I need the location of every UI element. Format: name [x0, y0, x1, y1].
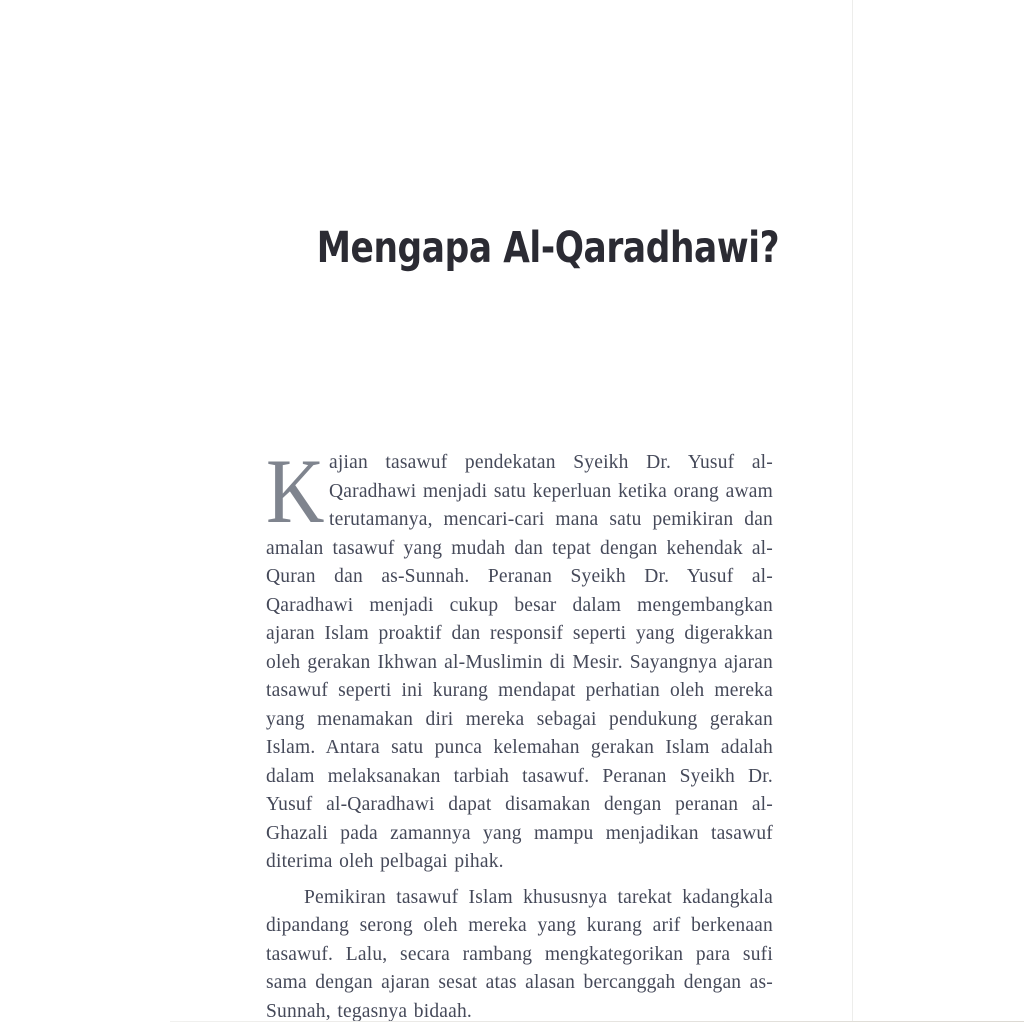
page-right-edge-line	[852, 0, 853, 1021]
drop-cap-letter: K	[266, 440, 325, 542]
paragraph-text: ajian tasawuf pendekatan Syeikh Dr. Yusuf al-Qaradhawi menjadi satu keperluan ketika orang awam terutamanya, mencari-cari mana satu pemikiran dan amalan tasawuf yang mudah dan tepat dengan kehendak al-Quran dan as-Sunnah. Peranan Syeikh Dr. Yusuf al-Qaradhawi menjadi cukup besar dalam mengembangkan ajaran Islam proaktif dan responsif seperti yang digerakkan oleh gerakan Ikhwan al-Muslimin di Mesir. Sayangnya ajaran tasawuf seperti ini kurang mendapat perhatian oleh mereka yang menamakan diri mereka sebagai pendukung gerakan Islam. Antara satu punca kelemahan gerakan Islam adalah dalam melaksanakan tarbiah tasawuf. Peranan Syeikh Dr. Yusuf al-Qaradhawi dapat disamakan dengan peranan al-Ghazali pada zamannya yang mampu menjadikan tasawuf diterima oleh pelbagai pihak.	[266, 452, 773, 872]
body-text-block	[266, 440, 773, 1024]
paragraph-text: Pemikiran tasawuf Islam khususnya tarekat kadangkala dipandang serong oleh mereka yang kurang arif berkenaan tasawuf. Lalu, secara rambang mengkategorikan para sufi sama dengan ajaran sesat atas alasan bercanggah dengan as-Sunnah, tegasnya bidaah.	[266, 886, 773, 1022]
page-content-column	[266, 0, 780, 1024]
page-bottom-edge-line	[170, 1021, 1024, 1022]
body-paragraph	[266, 440, 773, 877]
body-paragraph	[266, 884, 773, 1024]
chapter-title: Mengapa Al-Qaradhawi?	[316, 223, 780, 273]
